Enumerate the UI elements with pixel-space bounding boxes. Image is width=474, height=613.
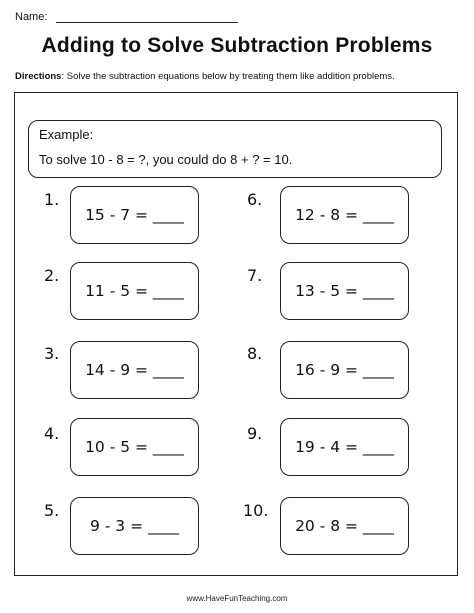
problem-equation: 13 - 5 = ____ [295, 282, 394, 300]
problem-equation: 16 - 9 = ____ [295, 361, 394, 379]
problem-number: 8. [247, 344, 263, 363]
problem-number: 1. [44, 190, 60, 209]
problem-number: 6. [247, 190, 263, 209]
problem-number: 5. [44, 501, 60, 520]
page-title: Adding to Solve Subtraction Problems [41, 34, 433, 57]
problem-equation: 14 - 9 = ____ [85, 361, 184, 379]
directions-text: : Solve the subtraction equations below by treating them like addition problems. [61, 71, 395, 82]
problem-number: 7. [247, 266, 263, 285]
name-label: Name: [15, 11, 48, 23]
problem-box[interactable] [280, 262, 409, 320]
problem-number: 10. [243, 501, 269, 520]
problem-box[interactable] [70, 186, 199, 244]
problem-equation: 15 - 7 = ____ [85, 206, 184, 224]
problem-box[interactable] [70, 341, 199, 399]
problem-equation: 20 - 8 = ____ [295, 517, 394, 535]
problem-number: 2. [44, 266, 60, 285]
example-text: To solve 10 - 8 = ?, you could do 8 + ? = 10. [39, 152, 293, 167]
example-box [28, 120, 442, 178]
problem-number: 9. [247, 424, 263, 443]
footer-url: www.HaveFunTeaching.com [186, 594, 288, 603]
problem-equation: 19 - 4 = ____ [295, 438, 394, 456]
problem-number: 4. [44, 424, 60, 443]
directions [15, 71, 395, 82]
directions-label: Directions [15, 71, 62, 82]
problem-equation: 12 - 8 = ____ [295, 206, 394, 224]
problem-equation: 10 - 5 = ____ [85, 438, 184, 456]
problem-box[interactable] [280, 497, 409, 555]
problem-box[interactable] [70, 262, 199, 320]
example-label: Example: [39, 127, 94, 142]
problem-number: 3. [44, 344, 60, 363]
problem-equation: 11 - 5 = ____ [85, 282, 184, 300]
problem-box[interactable] [70, 418, 199, 476]
problem-equation: 9 - 3 = ____ [89, 517, 179, 535]
problem-box[interactable] [280, 418, 409, 476]
problem-box[interactable] [280, 341, 409, 399]
problem-box[interactable] [280, 186, 409, 244]
name-line[interactable] [56, 22, 238, 23]
problem-box[interactable] [70, 497, 199, 555]
name-row [15, 11, 47, 23]
